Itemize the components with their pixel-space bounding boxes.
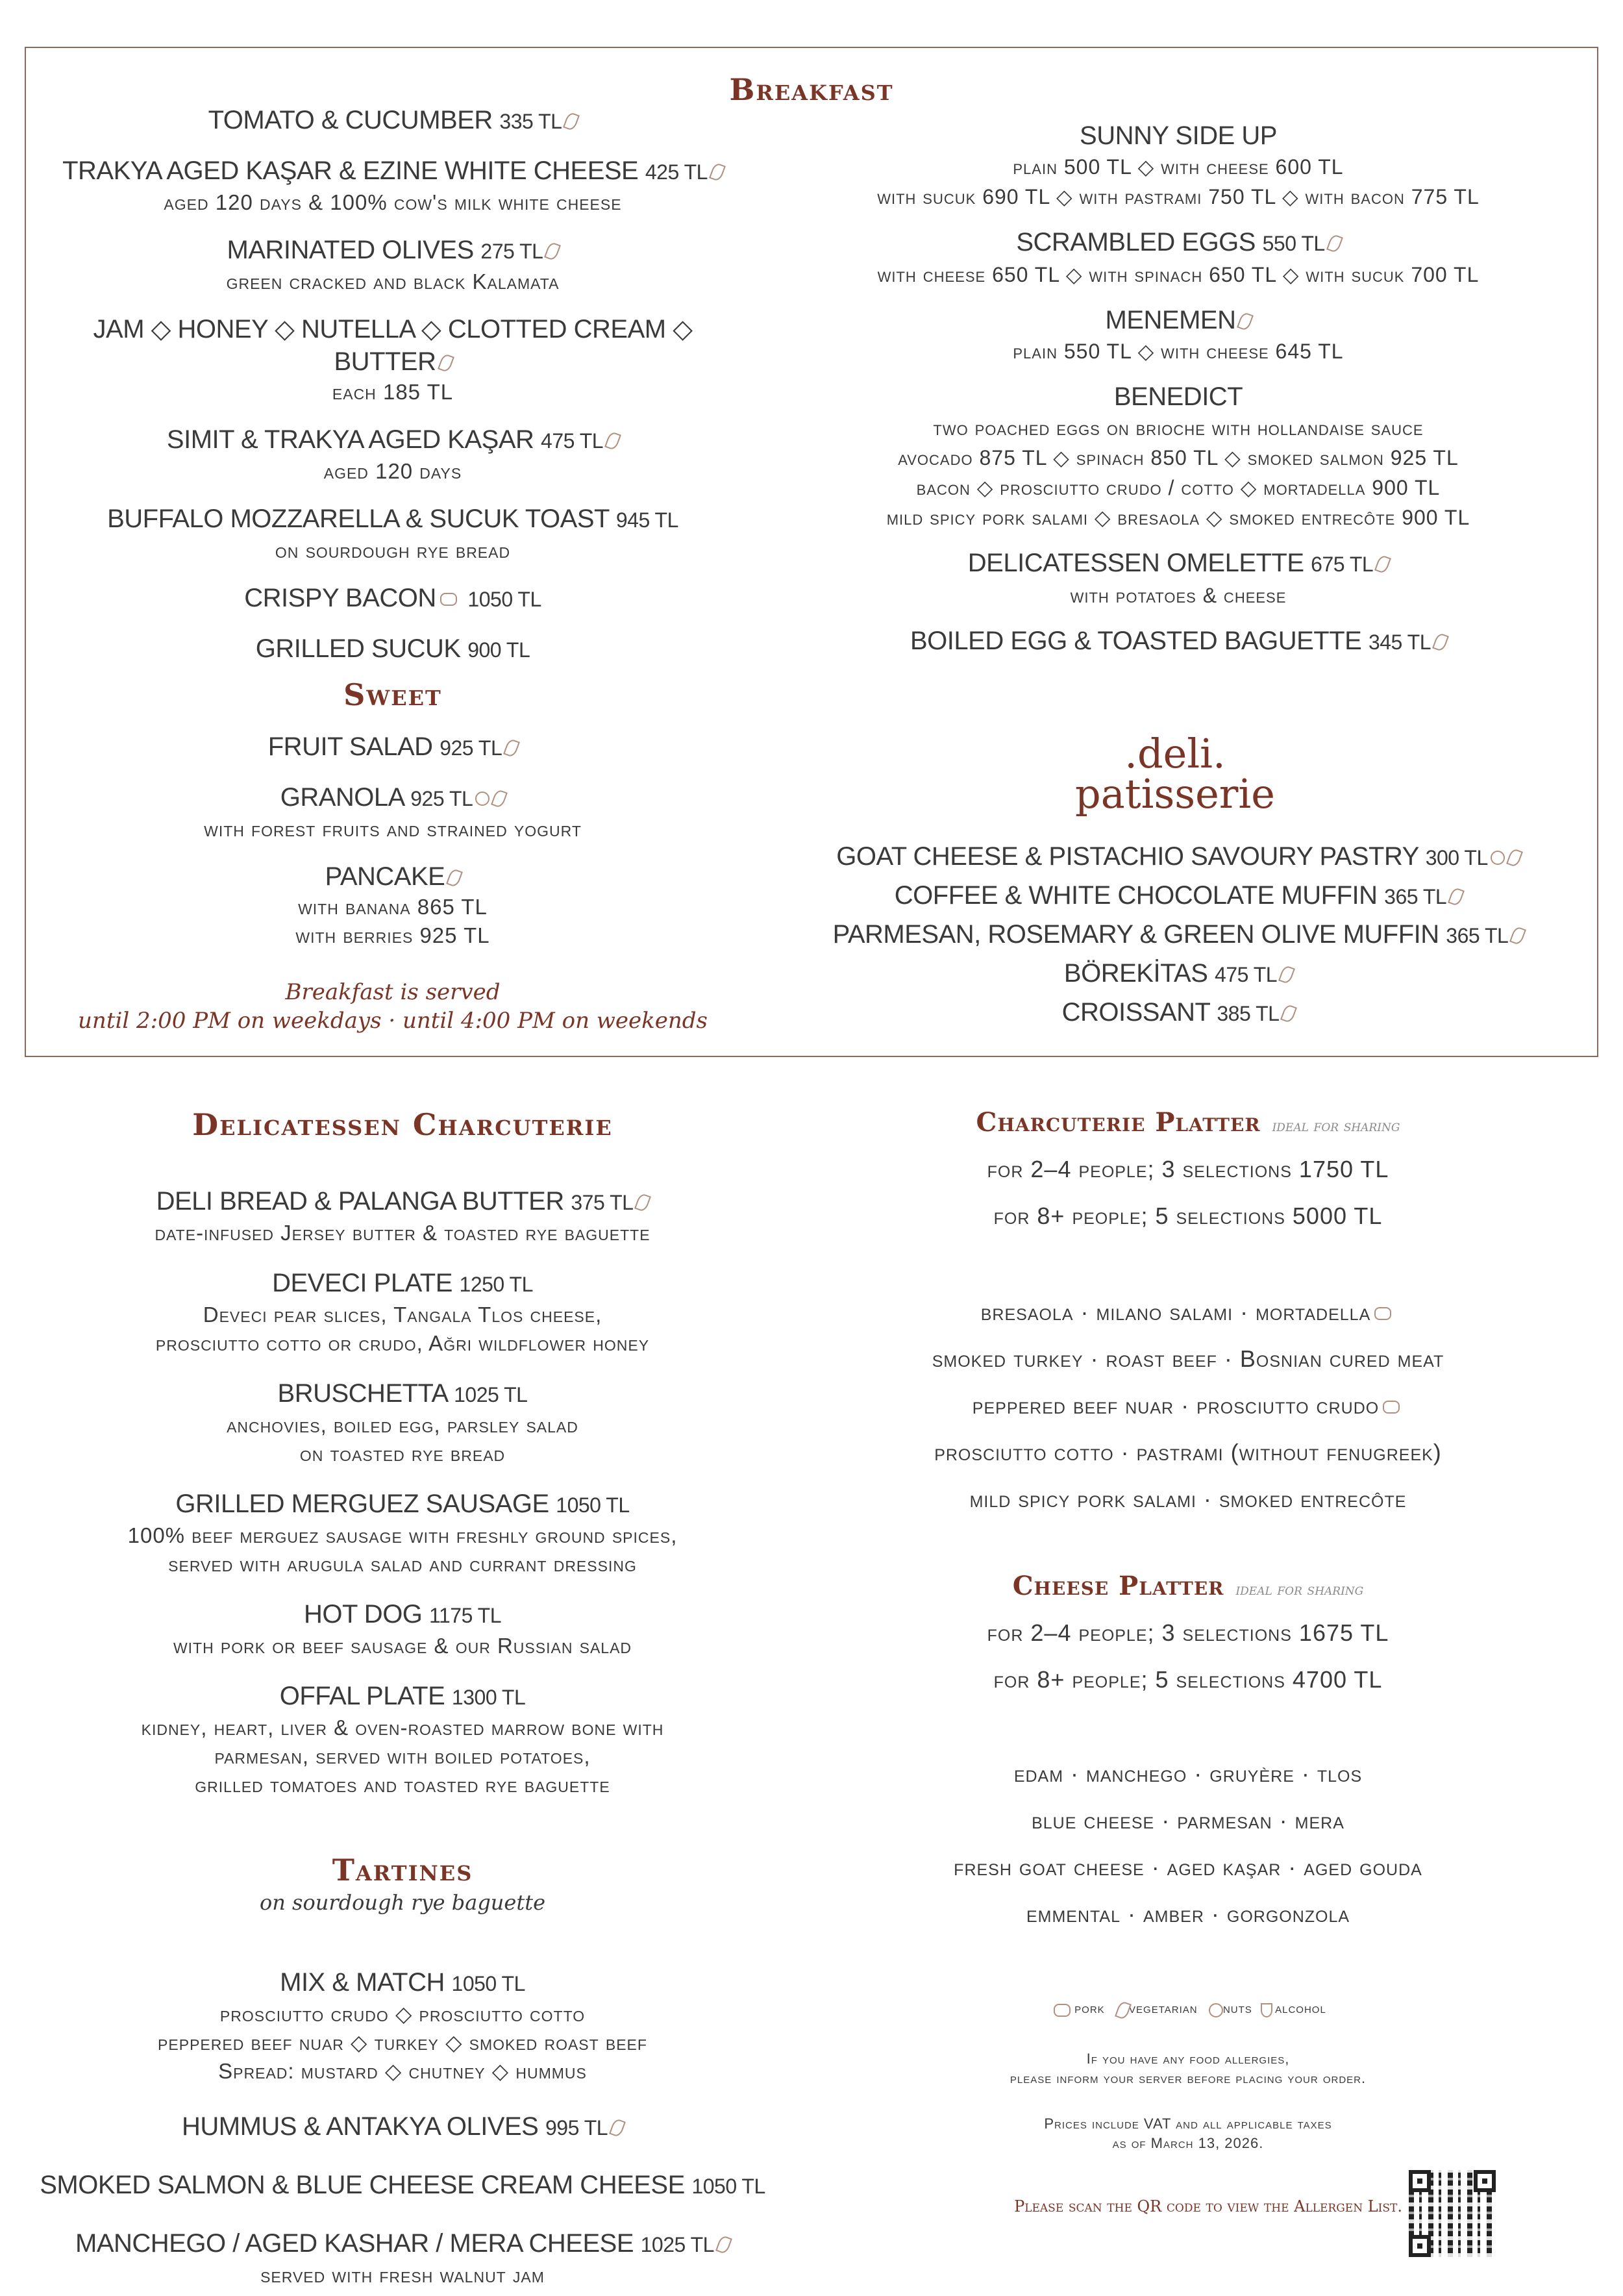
item-description: kidney, heart, liver & oven-roasted marrow bone with xyxy=(141,1716,664,1740)
menu-item xyxy=(26,2169,779,2202)
note-line-2: until 2:00 PM on weekdays · until 4:00 PM on weekends xyxy=(78,1008,708,1034)
item-name: BUFFALO MOZZARELLA & SUCUK TOAST xyxy=(107,505,610,533)
cheese-sel-3: fresh goat cheese · aged kaşar · aged gouda xyxy=(954,1854,1422,1880)
menu-item xyxy=(39,423,747,486)
item-description: green cracked and black Kalamata xyxy=(226,269,560,293)
item-name-line xyxy=(26,1267,779,1301)
nuts-icon xyxy=(1491,851,1505,865)
item-name: DELI BREAD & PALANGA BUTTER xyxy=(156,1187,564,1216)
item-name: DEVECI PLATE xyxy=(272,1269,452,1297)
vegetarian-icon xyxy=(446,868,463,888)
item-name: MARINATED OLIVES xyxy=(227,236,474,264)
menu-item xyxy=(26,1377,779,1468)
menu-item xyxy=(39,104,747,138)
item-price: 1300 TL xyxy=(451,1686,526,1709)
item-name: MENEMEN xyxy=(1105,306,1236,334)
item-name-line xyxy=(39,423,747,457)
item-name-line xyxy=(39,730,747,764)
sweet-section xyxy=(39,675,747,714)
item-price: 1025 TL xyxy=(454,1383,528,1406)
item-name: HUMMUS & ANTAKYA OLIVES xyxy=(181,2112,539,2141)
item-name-line xyxy=(26,2169,779,2202)
item-price: 300 TL xyxy=(1425,846,1488,869)
pork-icon xyxy=(440,593,457,606)
allergen-qr-code[interactable] xyxy=(1409,2170,1496,2257)
item-price: 1050 TL xyxy=(467,588,541,611)
nuts-icon xyxy=(475,792,489,806)
menu-item xyxy=(26,1680,779,1799)
charcuterie-items xyxy=(26,1166,779,1799)
item-description: prosciutto cotto or crudo, Ağri wildflower honey xyxy=(155,1331,650,1355)
vegetarian-icon xyxy=(1115,2000,1132,2020)
vegetarian-icon xyxy=(1506,848,1523,868)
item-name-line xyxy=(760,119,1597,152)
item-name-line xyxy=(760,226,1597,260)
deli-patisserie-logo xyxy=(1013,730,1337,817)
item-price: 1050 TL xyxy=(691,2175,765,2198)
vegetarian-icon xyxy=(1326,234,1343,254)
pork-icon xyxy=(1374,1307,1391,1320)
menu-item xyxy=(26,1966,779,2086)
item-name: CRISPY BACON xyxy=(244,584,436,612)
charcuterie-platter-title-text: Charcuterie Platter xyxy=(976,1107,1261,1138)
item-name-line xyxy=(39,234,747,268)
item-description: prosciutto crudo ◇ prosciutto cotto xyxy=(219,2002,586,2026)
vegetarian-icon xyxy=(438,353,454,373)
legend-alcohol: alcohol xyxy=(1275,2000,1326,2016)
item-name: COFFEE & WHITE CHOCOLATE MUFFIN xyxy=(894,881,1378,910)
item-description: with banana 865 TL xyxy=(298,895,488,919)
item-price: 375 TL xyxy=(571,1191,634,1214)
allergy-line-2: please inform your server before placing your order. xyxy=(1010,2070,1367,2086)
cheese-selections xyxy=(812,1751,1565,1938)
tartines-items xyxy=(26,1941,779,2290)
menu-item xyxy=(26,1185,779,1247)
item-price: 675 TL xyxy=(1311,553,1374,576)
legend xyxy=(812,2000,1565,2019)
item-description: bacon ◇ prosciutto crudo / cotto ◇ mortadella 900 TL xyxy=(916,476,1441,499)
breakfast-right-column xyxy=(760,105,1597,658)
alcohol-icon xyxy=(1261,2003,1272,2017)
item-description: with pork or beef sausage & our Russian salad xyxy=(173,1634,632,1658)
charcuterie-platter xyxy=(812,1105,1565,1240)
allergy-line-1: If you have any food allergies, xyxy=(1086,2051,1290,2067)
item-name: FRUIT SALAD xyxy=(267,732,433,761)
charcuterie-title: Delicatessen Charcuterie xyxy=(192,1107,613,1142)
vegetarian-icon xyxy=(1278,965,1295,985)
item-price: 475 TL xyxy=(541,429,604,453)
item-name: GRILLED MERGUEZ SAUSAGE xyxy=(175,1490,549,1518)
menu-item xyxy=(39,155,747,217)
item-price: 925 TL xyxy=(440,736,502,760)
vegetarian-icon xyxy=(1374,555,1391,575)
breakfast-hours-note xyxy=(39,978,747,1035)
menu-item xyxy=(760,119,1597,212)
item-name-line xyxy=(760,625,1597,658)
menu-item xyxy=(26,2227,779,2290)
menu-item xyxy=(760,226,1597,290)
item-description: plain 550 TL ◇ with cheese 645 TL xyxy=(1013,340,1344,363)
charcuterie-sel-2: smoked turkey · roast beef · Bosnian cured meat xyxy=(932,1345,1444,1372)
item-name-line xyxy=(26,1966,779,2000)
menu-item xyxy=(39,582,747,616)
vegetarian-icon xyxy=(709,162,726,182)
item-name: JAM ◇ HONEY ◇ NUTELLA ◇ CLOTTED CREAM ◇ BUTTER xyxy=(93,315,693,376)
item-description: served with fresh walnut jam xyxy=(260,2263,545,2287)
cheese-platter xyxy=(812,1569,1565,1703)
logo-line-2: patisserie xyxy=(1075,770,1275,817)
item-price: 475 TL xyxy=(1215,963,1278,986)
legend-pork: pork xyxy=(1074,2000,1105,2016)
item-name: GRILLED SUCUK xyxy=(255,634,461,663)
item-name: MANCHEGO / AGED KASHAR / MERA CHEESE xyxy=(75,2229,634,2258)
item-description: mild spicy pork salami ◇ bresaola ◇ smoked entrecôte 900 TL xyxy=(886,506,1470,529)
item-price: 345 TL xyxy=(1368,630,1431,654)
vegetarian-icon xyxy=(1237,312,1254,332)
charcuterie-sel-3-text: peppered beef nuar · prosciutto crudo xyxy=(972,1392,1380,1419)
allergy-notice xyxy=(812,2049,1565,2088)
menu-item xyxy=(26,2110,779,2144)
prices-line-1: Prices include VAT and all applicable taxes xyxy=(1044,2115,1332,2132)
item-description: with forest fruits and strained yogurt xyxy=(204,817,582,841)
item-price: 275 TL xyxy=(480,240,543,263)
item-name-line xyxy=(39,860,747,893)
item-price: 550 TL xyxy=(1262,232,1325,255)
item-price: 1050 TL xyxy=(556,1493,630,1517)
charcuterie-platter-title xyxy=(812,1105,1565,1143)
item-description: each 185 TL xyxy=(332,380,454,404)
breakfast-title: Breakfast xyxy=(729,72,894,107)
cheese-sel-2: blue cheese · parmesan · mera xyxy=(1032,1807,1344,1834)
menu-item xyxy=(760,625,1597,658)
cheese-sel-4: emmental · amber · gorgonzola xyxy=(1026,1901,1350,1927)
sweet-items xyxy=(39,730,747,950)
vegetarian-icon xyxy=(545,242,562,262)
item-description: on sourdough rye bread xyxy=(275,538,511,562)
item-name: SMOKED SALMON & BLUE CHEESE CREAM CHEESE xyxy=(40,2171,685,2199)
menu-item xyxy=(39,860,747,950)
tartines-title: Tartines xyxy=(332,1853,473,1888)
vegetarian-icon xyxy=(564,112,580,132)
item-price: 425 TL xyxy=(645,160,708,184)
item-name: TOMATO & CUCUMBER xyxy=(208,106,493,134)
item-description: with potatoes & cheese xyxy=(1070,584,1287,607)
prices-line-2: as of March 13, 2026. xyxy=(1112,2135,1264,2151)
vegetarian-icon xyxy=(1509,926,1526,946)
item-description: plain 500 TL ◇ with cheese 600 TL xyxy=(1013,155,1344,179)
item-price: 945 TL xyxy=(615,508,678,532)
item-price: 900 TL xyxy=(467,638,530,662)
item-price: 925 TL xyxy=(410,787,473,810)
item-name-line xyxy=(39,781,747,815)
menu-item xyxy=(39,632,747,666)
sweet-title: Sweet xyxy=(343,677,442,712)
item-description: on toasted rye bread xyxy=(299,1441,506,1466)
item-description: with sucuk 690 TL ◇ with pastrami 750 TL ◇ with bacon 775 TL xyxy=(877,185,1480,208)
vegetarian-icon xyxy=(715,2235,732,2255)
menu-item xyxy=(39,234,747,296)
item-name-line xyxy=(39,104,747,138)
charcuterie-section xyxy=(26,1105,779,1144)
item-name: PARMESAN, ROSEMARY & GREEN OLIVE MUFFIN xyxy=(832,920,1439,949)
deli-item xyxy=(760,993,1597,1032)
item-name-line xyxy=(39,582,747,616)
item-name-line xyxy=(26,1377,779,1411)
item-name-line xyxy=(26,2110,779,2144)
charcuterie-selections xyxy=(812,1289,1565,1523)
deli-item xyxy=(760,916,1597,955)
item-description: with berries 925 TL xyxy=(295,923,490,947)
menu-item xyxy=(760,304,1597,366)
vegetarian-icon xyxy=(503,738,520,758)
item-description: peppered beef nuar ◇ turkey ◇ smoked roast beef xyxy=(158,2030,647,2054)
item-description: aged 120 days xyxy=(323,459,462,483)
item-name-line xyxy=(39,155,747,188)
item-description: Deveci pear slices, Tangala Tlos cheese, xyxy=(203,1303,602,1327)
item-description: served with arugula salad and currant dressing xyxy=(168,1552,637,1576)
charcuterie-sel-1 xyxy=(812,1289,1565,1336)
item-name-line xyxy=(26,2227,779,2261)
deli-item xyxy=(760,955,1597,993)
item-name: BÖREKİTAS xyxy=(1063,959,1208,988)
item-description: 100% beef merguez sausage with freshly ground spices, xyxy=(127,1523,678,1547)
item-price: 995 TL xyxy=(545,2116,608,2140)
item-name: GRANOLA xyxy=(280,783,404,812)
menu-item xyxy=(760,547,1597,610)
item-name: PANCAKE xyxy=(325,862,445,891)
item-description: avocado 875 TL ◇ spinach 850 TL ◇ smoked salmon 925 TL xyxy=(898,446,1459,469)
vegetarian-icon xyxy=(609,2118,626,2138)
vegetarian-icon xyxy=(635,1193,652,1213)
item-name: TRAKYA AGED KAŞAR & EZINE WHITE CHEESE xyxy=(62,156,639,185)
menu-item xyxy=(39,730,747,764)
item-name-line xyxy=(26,1598,779,1632)
cheese-platter-title-text: Cheese Platter xyxy=(1012,1571,1224,1601)
legend-vegetarian: vegetarian xyxy=(1129,2000,1198,2016)
item-name: BENEDICT xyxy=(1113,382,1243,411)
cheese-platter-ideal: ideal for sharing xyxy=(1235,1580,1364,1599)
item-name: BRUSCHETTA xyxy=(277,1379,447,1408)
item-price: 335 TL xyxy=(499,110,562,133)
cheese-platter-title xyxy=(812,1569,1565,1607)
item-description: parmesan, served with boiled potatoes, xyxy=(214,1744,591,1768)
item-description: Spread: mustard ◇ chutney ◇ hummus xyxy=(218,2059,587,2083)
item-price: 1025 TL xyxy=(640,2233,714,2256)
cheese-option-2: for 8+ people; 5 selections 4700 TL xyxy=(993,1666,1383,1693)
item-name-line xyxy=(39,632,747,666)
item-price: 365 TL xyxy=(1446,924,1509,947)
pork-icon xyxy=(1383,1401,1400,1414)
item-name-line xyxy=(760,547,1597,580)
legend-nuts: nuts xyxy=(1222,2000,1252,2016)
item-name: SCRAMBLED EGGS xyxy=(1016,228,1256,256)
charcuterie-platter-ideal: ideal for sharing xyxy=(1272,1117,1400,1135)
charcuterie-option-2: for 8+ people; 5 selections 5000 TL xyxy=(993,1203,1383,1229)
item-description: aged 120 days & 100% cow's milk white cheese xyxy=(164,190,622,214)
cheese-sel-1: edam · manchego · gruyère · tlos xyxy=(1013,1760,1363,1787)
charcuterie-sel-1-text: bresaola · milano salami · mortadella xyxy=(980,1299,1371,1325)
pork-icon xyxy=(1054,2004,1071,2017)
item-name: OFFAL PLATE xyxy=(279,1682,445,1710)
item-description: grilled tomatoes and toasted rye baguette xyxy=(195,1773,610,1797)
menu-item xyxy=(26,1488,779,1578)
deli-item xyxy=(760,877,1597,916)
logo-line-1: .deli. xyxy=(1124,730,1226,777)
item-description: anchovies, boiled egg, parsley salad xyxy=(227,1413,578,1437)
item-name-line xyxy=(26,1680,779,1714)
item-name-line xyxy=(26,1488,779,1521)
item-description: date-infused Jersey butter & toasted rye baguette xyxy=(155,1221,650,1245)
item-name-line xyxy=(26,1185,779,1219)
item-name-line xyxy=(39,313,747,378)
charcuterie-sel-4: prosciutto cotto · pastrami (without fenugreek) xyxy=(934,1439,1442,1466)
price-notice xyxy=(812,2114,1565,2153)
vegetarian-icon xyxy=(1448,887,1465,907)
nuts-icon xyxy=(1209,2003,1223,2017)
cheese-option-1: for 2–4 people; 3 selections 1675 TL xyxy=(987,1619,1389,1646)
item-name-line xyxy=(760,304,1597,336)
item-name: HOT DOG xyxy=(303,1600,423,1628)
charcuterie-sel-5: mild spicy pork salami · smoked entrecôte xyxy=(969,1486,1407,1512)
vegetarian-icon xyxy=(491,789,508,809)
item-price: 1250 TL xyxy=(459,1273,533,1296)
vegetarian-icon xyxy=(1281,1004,1298,1024)
scan-notice xyxy=(909,2197,1402,2215)
item-price: 385 TL xyxy=(1217,1002,1280,1025)
breakfast-left-column xyxy=(39,104,747,666)
charcuterie-option-1: for 2–4 people; 3 selections 1750 TL xyxy=(987,1156,1389,1182)
item-description: two poached eggs on brioche with hollandaise sauce xyxy=(933,416,1424,440)
tartines-subtitle: on sourdough rye baguette xyxy=(260,1890,545,1915)
item-name-line xyxy=(39,503,747,536)
deli-item xyxy=(760,838,1597,877)
vegetarian-icon xyxy=(604,431,621,451)
menu-item xyxy=(39,503,747,565)
item-name: GOAT CHEESE & PISTACHIO SAVOURY PASTRY xyxy=(836,842,1419,871)
item-name-line xyxy=(760,381,1597,413)
scan-text: Please scan the QR code to view the Allergen List. xyxy=(1014,2197,1402,2215)
menu-item xyxy=(26,1267,779,1358)
menu-item xyxy=(26,1598,779,1660)
menu-item xyxy=(39,313,747,406)
item-name: SIMIT & TRAKYA AGED KAŞAR xyxy=(166,425,534,454)
item-name: BOILED EGG & TOASTED BAGUETTE xyxy=(910,627,1362,655)
note-line-1: Breakfast is served xyxy=(285,979,501,1005)
item-price: 365 TL xyxy=(1384,885,1447,908)
item-price: 1050 TL xyxy=(451,1972,525,1995)
vegetarian-icon xyxy=(1432,632,1449,653)
charcuterie-sel-3 xyxy=(812,1382,1565,1429)
item-name: DELICATESSEN OMELETTE xyxy=(967,549,1304,577)
menu-item xyxy=(760,381,1597,532)
item-price: 1175 TL xyxy=(429,1604,502,1627)
item-name: MIX & MATCH xyxy=(280,1968,445,1997)
item-name: SUNNY SIDE UP xyxy=(1080,121,1277,150)
tartines-section xyxy=(26,1851,779,1915)
deli-patisserie-items xyxy=(760,838,1597,1032)
menu-item xyxy=(39,781,747,843)
item-description: with cheese 650 TL ◇ with spinach 650 TL ◇ with sucuk 700 TL xyxy=(877,263,1480,286)
item-name: CROISSANT xyxy=(1061,998,1210,1027)
